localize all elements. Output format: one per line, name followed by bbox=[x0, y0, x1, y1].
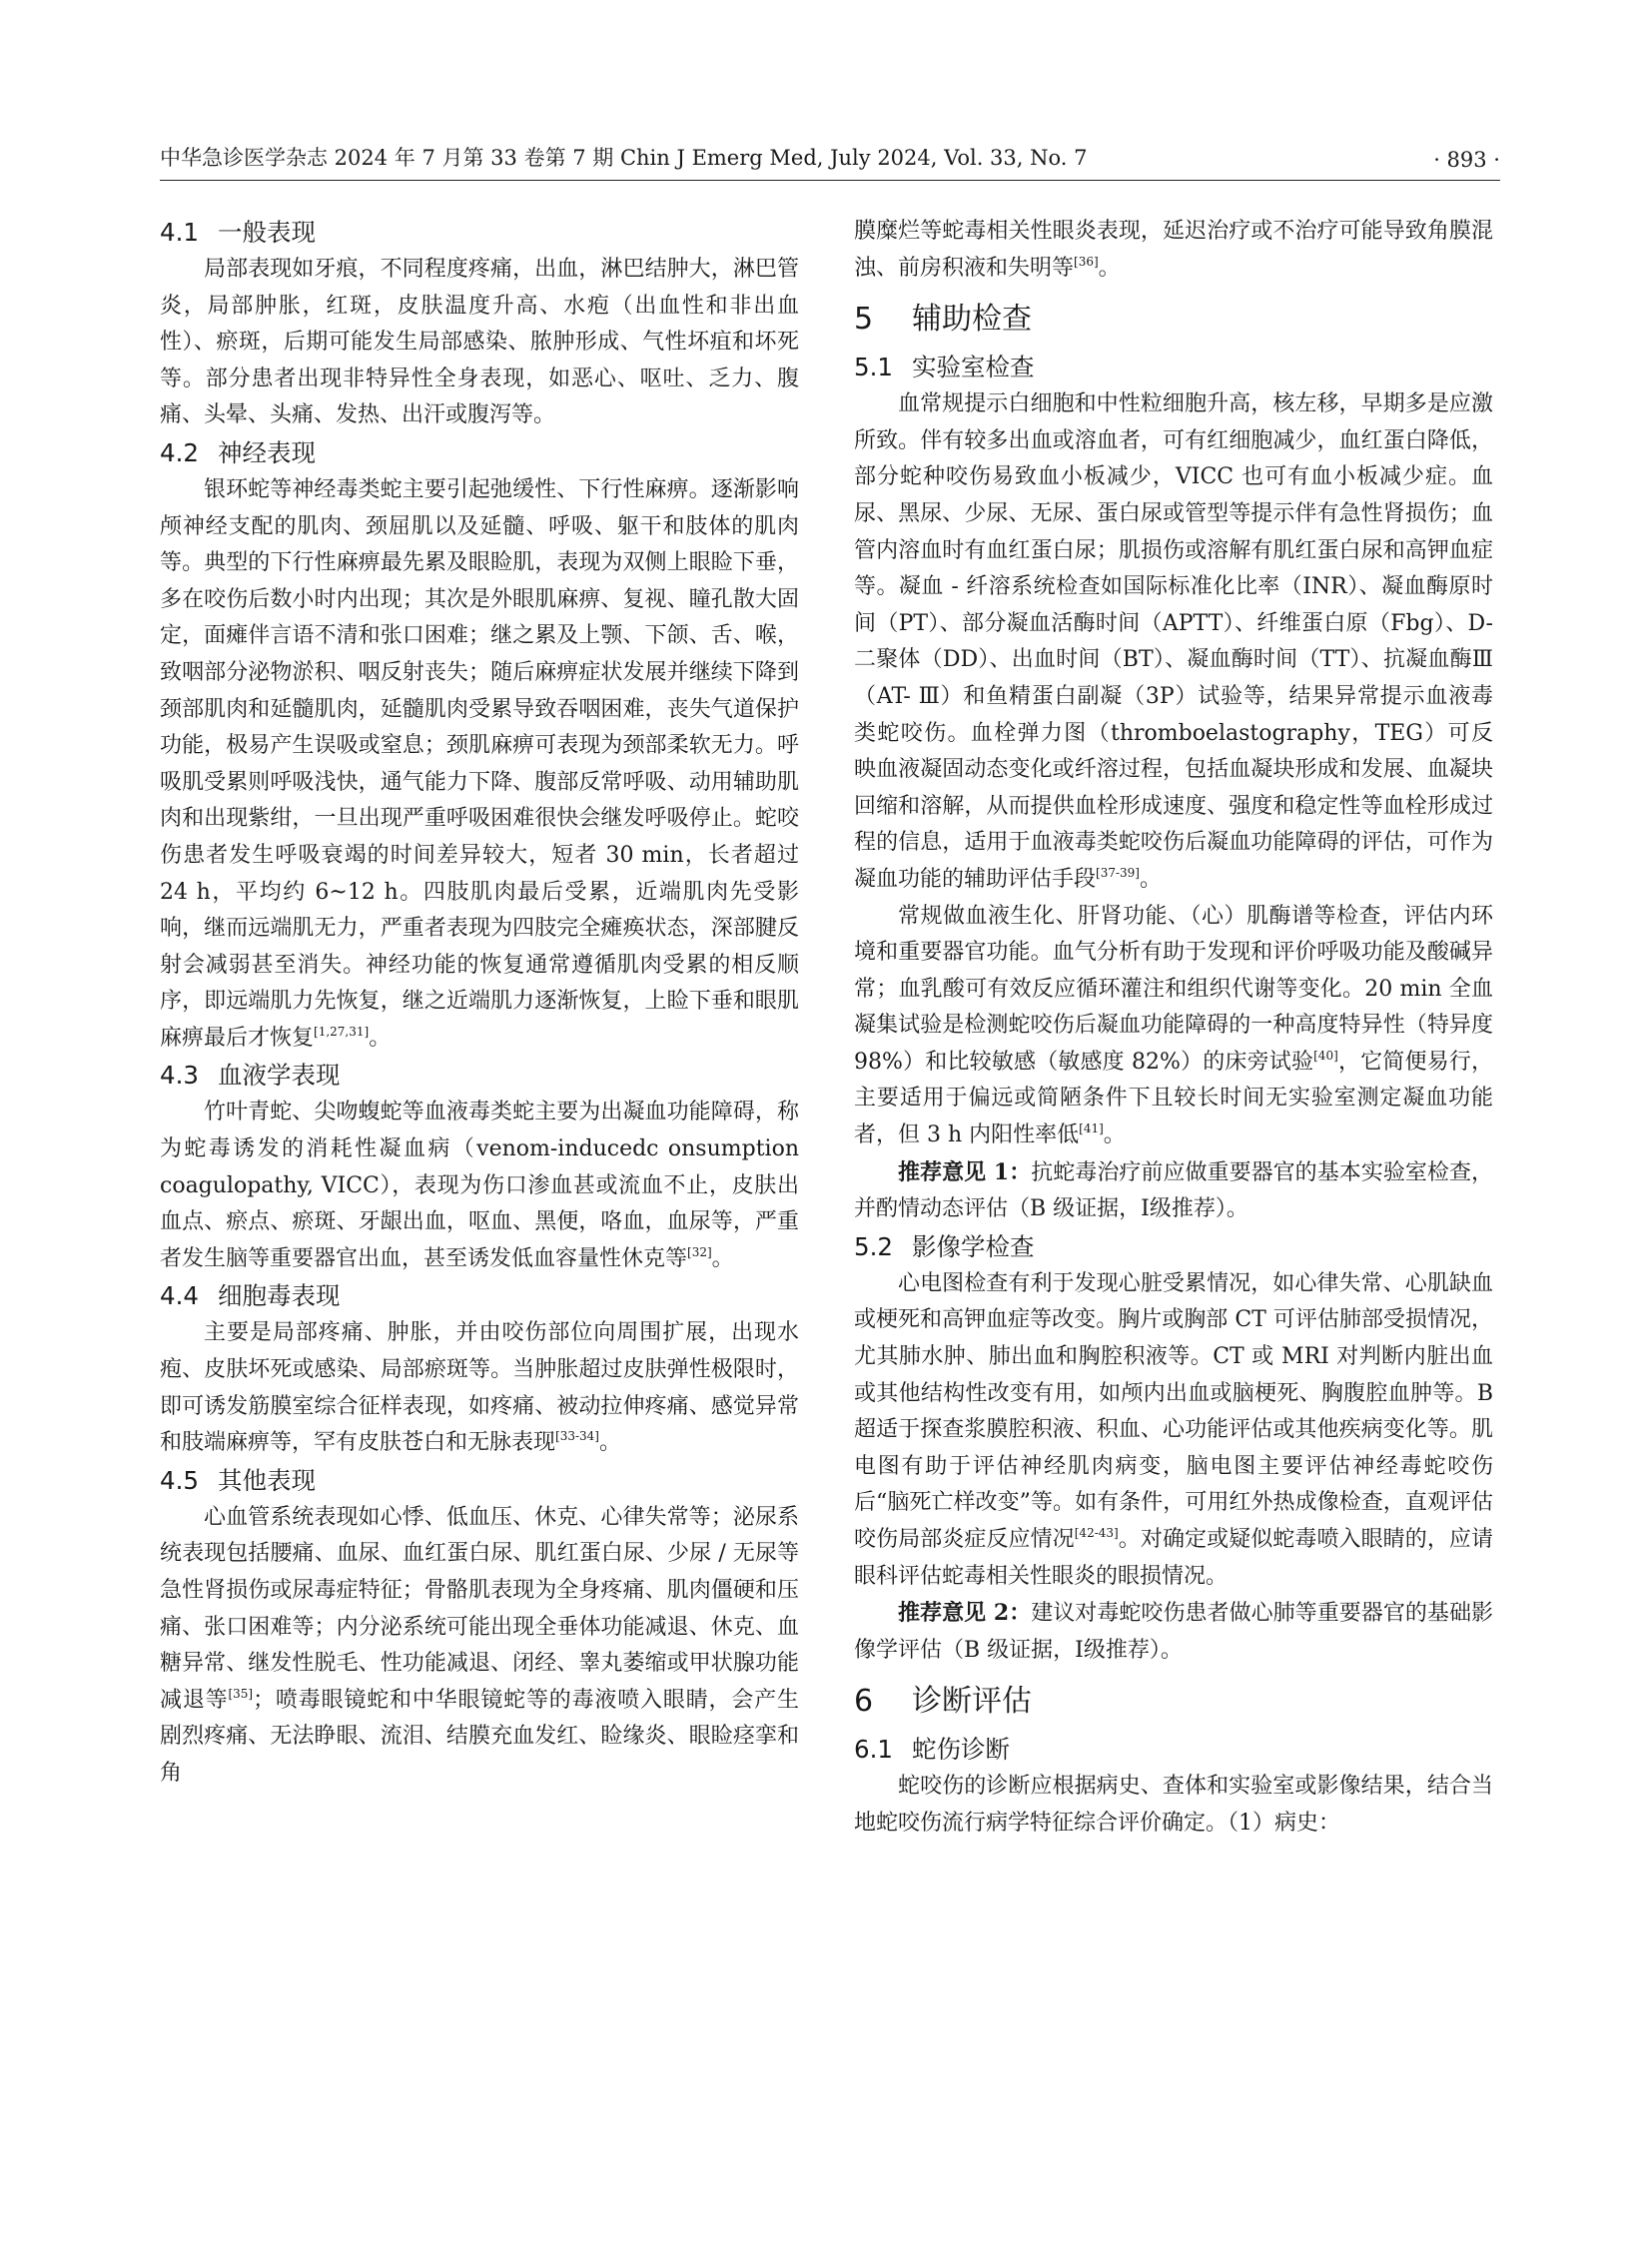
citation-ref: [32] bbox=[687, 1244, 712, 1259]
citation-ref: [35] bbox=[228, 1686, 254, 1701]
section-heading-5: 5 辅助检查 bbox=[854, 302, 1032, 338]
paragraph: 心血管系统表现如心悸、低血压、休克、心律失常等；泌尿系统表现包括腰痛、血尿、血红蛋白尿、肌红蛋白尿、少尿 / 无尿等急性肾损伤或尿毒症特征；骨骼肌表现为全身疼痛、肌肉僵硬和压痛、张口困难等；内分泌系统可能出现全垂体功能减退、休克、血糖异常、继发性脱毛、性功能减退、闭经、睾丸萎缩或甲状腺功能减退等[35]；喷毒眼镜蛇和中华眼镜蛇等的毒液喷入眼睛，会产生剧烈疼痛、无法睁眼、流泪、结膜充血发红、睑缘炎、眼睑痉挛和角 bbox=[160, 1504, 799, 1786]
paragraph: 心电图检查有利于发现心脏受累情况，如心律失常、心肌缺血或梗死和高钾血症等改变。胸片或胸部 CT 可评估肺部受损情况，尤其肺水肿、肺出血和胸腔积液等。CT 或 MRI 对判断内脏出血或其他结构性改变有用，如颅内出血或脑梗死、胸腹腔血肿等。B 超适于探查浆膜腔积液、积血、心功能评估或其他疾病变化等。肌电图有助于评估神经肌肉病变，脑电图主要评估神经毒蛇咬伤后“脑死亡样改变”等。如有条件，可用红外热成像检查，直观评估咬伤局部炎症反应情况[42-43]。对确定或疑似蛇毒喷入眼睛的，应请眼科评估蛇毒相关性眼炎的眼损情况。 bbox=[854, 1270, 1493, 1589]
recommendation-1: 推荐意见 1：抗蛇毒治疗前应做重要器官的基本实验室检查，并酌情动态评估（B 级证据，Ⅰ级推荐）。 bbox=[854, 1158, 1493, 1222]
citation-ref: [1,27,31] bbox=[314, 1024, 370, 1039]
right-column bbox=[854, 214, 1493, 1843]
page-number: · 893 · bbox=[1433, 148, 1500, 172]
section-heading-6: 6 诊断评估 bbox=[854, 1684, 1032, 1720]
running-header bbox=[160, 140, 1500, 181]
journal-citation: 中华急诊医学杂志 2024 年 7 月第 33 卷第 7 期 Chin J Emerg Med, July 2024, Vol. 33, No. 7 bbox=[160, 146, 1088, 170]
section-heading-4-3: 4.3 血液学表现 bbox=[160, 1061, 341, 1091]
section-heading-4-4: 4.4 细胞毒表现 bbox=[160, 1281, 341, 1311]
paragraph-continued: 膜糜烂等蛇毒相关性眼炎表现，延迟治疗或不治疗可能导致角膜混浊、前房积液和失明等[36]。 bbox=[854, 219, 1493, 281]
paragraph: 蛇咬伤的诊断应根据病史、查体和实验室或影像结果，结合当地蛇咬伤流行病学特征综合评价确定。（1）病史： bbox=[854, 1774, 1493, 1836]
recommendation-label: 推荐意见 2： bbox=[898, 1600, 1032, 1627]
recommendation-2: 推荐意见 2：建议对毒蛇咬伤患者做心肺等重要器官的基础影像学评估（B 级证据，Ⅰ级推荐）。 bbox=[854, 1600, 1493, 1663]
citation-ref: [36] bbox=[1074, 254, 1099, 269]
section-heading-4-2: 4.2 神经表现 bbox=[160, 437, 316, 467]
citation-ref: [41] bbox=[1079, 1121, 1104, 1136]
citation-ref: [40] bbox=[1313, 1048, 1338, 1063]
section-heading-4-5: 4.5 其他表现 bbox=[160, 1465, 316, 1495]
citation-ref: [33-34] bbox=[555, 1429, 599, 1444]
paragraph: 竹叶青蛇、尖吻蝮蛇等血液毒类蛇主要为出凝血功能障碍，称为蛇毒诱发的消耗性凝血病（venom-inducedc onsumption coagulopathy, VICC），表现为伤口渗血甚或流血不止，皮肤出血点、瘀点、瘀斑、牙龈出血，呕血、黑便，咯血，血尿等，严重者发生脑等重要器官出血，甚至诱发低血容量性休克等[32]。 bbox=[160, 1100, 799, 1271]
paragraph: 银环蛇等神经毒类蛇主要引起弛缓性、下行性麻痹。逐渐影响颅神经支配的肌肉、颈屈肌以及延髓、呼吸、躯干和肢体的肌肉等。典型的下行性麻痹最先累及眼睑肌，表现为双侧上眼睑下垂，多在咬伤后数小时内出现；其次是外眼肌麻痹、复视、瞳孔散大固定，面瘫伴言语不清和张口困难；继之累及上颚、下颌、舌、喉，致咽部分泌物淤积、咽反射丧失；随后麻痹症状发展并继续下降到颈部肌肉和延髓肌肉，延髓肌肉受累导致吞咽困难，丧失气道保护功能，极易产生误吸或窒息；颈肌麻痹可表现为颈部柔软无力。呼吸肌受累则呼吸浅快，通气能力下降、腹部反常呼吸、动用辅助肌肉和出现紫绀，一旦出现严重呼吸困难很快会继发呼吸停止。蛇咬伤患者发生呼吸衰竭的时间差异较大，短者 30 min，长者超过 24 h，平均约 6~12 h。四肢肌肉最后受累，近端肌肉先受影响，继而远端肌无力，严重者表现为四肢完全瘫痪状态，深部腱反射会减弱甚至消失。神经功能的恢复通常遵循肌肉受累的相反顺序，即远端肌力先恢复，继之近端肌力逐渐恢复，上睑下垂和眼肌麻痹最后才恢复[1,27,31]。 bbox=[160, 476, 799, 1051]
section-heading-4-1: 4.1 一般表现 bbox=[160, 218, 316, 247]
paragraph: 主要是局部疼痛、肿胀，并由咬伤部位向周围扩展，出现水疱、皮肤坏死或感染、局部瘀斑等。当肿胀超过皮肤弹性极限时，即可诱发筋膜室综合征样表现，如疼痛、被动拉伸疼痛、感觉异常和肢端麻痹等，罕有皮肤苍白和无脉表现[33-34]。 bbox=[160, 1320, 799, 1456]
section-heading-5-1: 5.1 实验室检查 bbox=[854, 353, 1035, 382]
paragraph: 局部表现如牙痕，不同程度疼痛，出血，淋巴结肿大，淋巴管炎，局部肿胀，红斑，皮肤温度升高、水疱（出血性和非出血性）、瘀斑，后期可能发生局部感染、脓肿形成、气性坏疽和坏死等。部分患者出现非特异性全身表现，如恶心、呕吐、乏力、腹痛、头晕、头痛、发热、出汗或腹泻等。 bbox=[160, 257, 799, 428]
paragraph: 血常规提示白细胞和中性粒细胞升高，核左移，早期多是应激所致。伴有较多出血或溶血者，可有红细胞减少，血红蛋白降低，部分蛇种咬伤易致血小板减少，VICC 也可有血小板减少症。血尿、黑尿、少尿、无尿、蛋白尿或管型等提示伴有急性肾损伤；血管内溶血时有血红蛋白尿；肌损伤或溶解有肌红蛋白尿和高钾血症等。凝血 - 纤溶系统检查如国际标准化比率（INR）、凝血酶原时间（PT）、部分凝血活酶时间（APTT）、纤维蛋白原（Fbg）、D- 二聚体（DD）、出血时间（BT）、凝血酶时间（TT）、抗凝血酶Ⅲ（AT- Ⅲ）和鱼精蛋白副凝（3P）试验等，结果异常提示血液毒类蛇咬伤。血栓弹力图（thromboelastography，TEG）可反映血液凝固动态变化或纤溶过程，包括血凝块形成和发展、血凝块回缩和溶解，从而提供血栓形成速度、强度和稳定性等血栓形成过程的信息，适用于血液毒类蛇咬伤后凝血功能障碍的评估，可作为凝血功能的辅助评估手段[37-39]。 bbox=[854, 391, 1493, 892]
paragraph: 常规做血液生化、肝肾功能、（心）肌酶谱等检查，评估内环境和重要器官功能。血气分析有助于发现和评价呼吸功能及酸碱异常；血乳酸可有效反应循环灌注和组织代谢等变化。20 min 全血凝集试验是检测蛇咬伤后凝血功能障碍的一种高度特异性（特异度 98%）和比较敏感（敏感度 82%）的床旁试验[40]，它简便易行，主要适用于偏远或简陋条件下且较长时间无实验室测定凝血功能者，但 3 h 内阳性率低[41]。 bbox=[854, 903, 1493, 1148]
recommendation-label: 推荐意见 1： bbox=[898, 1158, 1032, 1185]
citation-ref: [37-39] bbox=[1096, 865, 1140, 880]
citation-ref: [42-43] bbox=[1074, 1526, 1119, 1540]
section-heading-5-2: 5.2 影像学检查 bbox=[854, 1231, 1035, 1261]
left-column bbox=[160, 214, 799, 1793]
section-heading-6-1: 6.1 蛇伤诊断 bbox=[854, 1735, 1010, 1765]
